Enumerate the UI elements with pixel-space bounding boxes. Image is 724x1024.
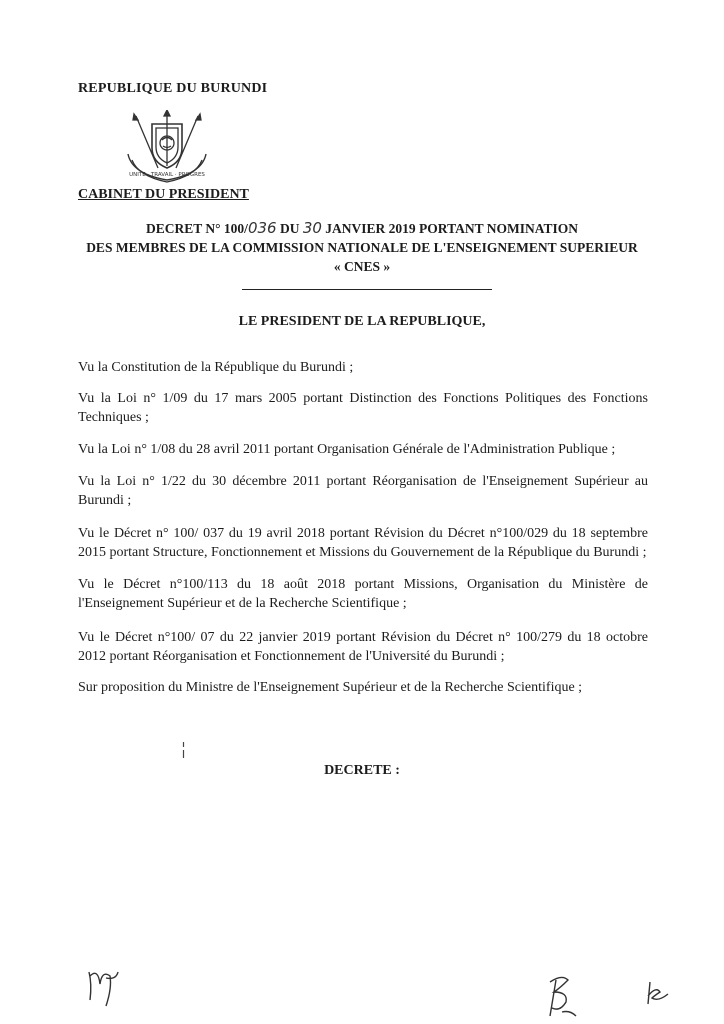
title-line-2: DES MEMBRES DE LA COMMISSION NATIONALE DE L'ENSEIGNEMENT SUPERIEUR	[86, 240, 638, 255]
coat-of-arms-icon	[118, 110, 216, 186]
title-divider	[242, 289, 492, 290]
consideration-paragraph: Vu la Loi n° 1/09 du 17 mars 2005 portant Distinction des Fonctions Politiques des Fonctions Techniques ;	[78, 391, 648, 425]
country-heading: REPUBLIQUE DU BURUNDI	[78, 81, 268, 96]
coat-of-arms-emblem	[118, 110, 216, 186]
authority-heading: LE PRESIDENT DE LA REPUBLIQUE,	[238, 314, 486, 329]
handwritten-decree-number: 036	[247, 219, 277, 237]
consideration-paragraph: Vu la Loi n° 1/22 du 30 décembre 2011 portant Réorganisation de l'Enseignement Supérieur au Burundi ;	[78, 474, 648, 508]
handwritten-day: 30	[302, 219, 322, 237]
decision-heading: DECRETE :	[324, 763, 400, 778]
consideration-paragraph: Vu la Constitution de la République du Burundi ;	[78, 360, 354, 375]
cabinet-heading: CABINET DU PRESIDENT	[78, 187, 249, 202]
handwritten-initials-middle	[546, 972, 580, 1020]
title-line-1: DECRET N° 100/036 DU 30 JANVIER 2019 PORTANT NOMINATION	[146, 219, 578, 237]
consideration-paragraph: Vu le Décret n°100/113 du 18 août 2018 portant Missions, Organisation du Ministère de l'Enseignement Supérieur et de la Recherche Scientifique ;	[78, 577, 648, 611]
consideration-paragraph: Sur proposition du Ministre de l'Enseignement Supérieur et de la Recherche Scientifique ;	[78, 680, 583, 695]
consideration-paragraph: Vu le Décret n°100/ 07 du 22 janvier 2019 portant Révision du Décret n° 100/279 du 18 octobre 2012 portant Réorganisation et Fonctionnement de l'Université du Burundi ;	[78, 630, 648, 664]
handwritten-initials-right	[644, 980, 672, 1008]
consideration-paragraph: Vu le Décret n° 100/ 037 du 19 avril 2018 portant Révision du Décret n°100/029 du 18 septembre 2015 portant Structure, Fonctionnement et Missions du Gouvernement de la République du Burundi ;	[78, 526, 648, 560]
decree-title	[40, 219, 684, 276]
consideration-paragraph: Vu la Loi n° 1/08 du 28 avril 2011 portant Organisation Générale de l'Administration Publique ;	[78, 442, 616, 457]
emblem-motto: UNITE · TRAVAIL · PROGRES	[129, 172, 205, 178]
title-line-3: « CNES »	[333, 259, 391, 274]
margin-mark	[182, 742, 185, 758]
considerations-list	[78, 358, 648, 697]
handwritten-initials-left	[86, 966, 122, 1010]
